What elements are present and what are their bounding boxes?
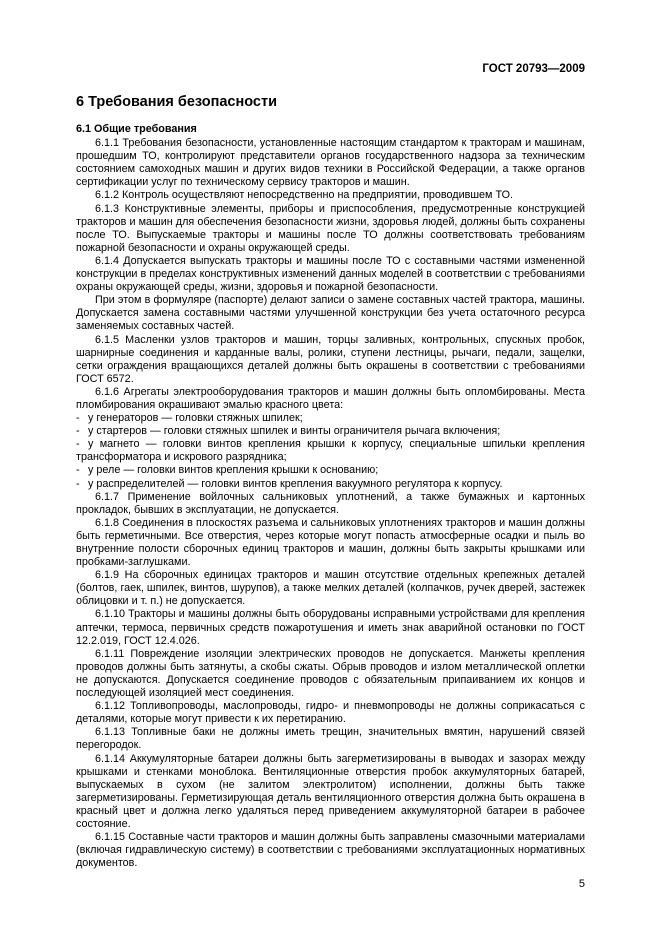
list-item-text: у магнето — головки винтов крепления крышки к корпусу, специальные шпильки крепления трансформатора и искрового разрядника;: [76, 438, 585, 464]
list-item-text: у распределителей — головки винтов крепления вакуумного регулятора к корпусу.: [88, 477, 503, 490]
paragraph-6-1-14: 6.1.14 Аккумуляторные батареи должны быть загерметизированы в выводах и зазорах между крышками и стенками моноблока. Вентиляционные отверстия пробок аккумуляторных батарей, выпускаемых в сухом (не залитом электролитом) исполнении, должны быть также загерметизированы. Герметизирующая деталь вентиляционного отверстия должна быть окрашена в красный цвет и должна легко удаляться перед приведением аккумуляторной батареи в рабочее состояние.: [76, 752, 585, 830]
list-item: [76, 464, 585, 477]
list-marker: -: [76, 464, 80, 477]
page-number: 5: [578, 878, 585, 890]
paragraph-6-1-15: 6.1.15 Составные части тракторов и машин должны быть заправлены смазочными материалами (включая гидравлическую систему) в соответствии с требованиями эксплуатационных нормативных документов.: [76, 831, 585, 870]
list-marker: -: [76, 477, 80, 490]
list-item-text: у реле — головки винтов крепления крышки к основанию;: [88, 464, 379, 477]
paragraph-6-1-4: 6.1.4 Допускается выпускать тракторы и машины после ТО с составными частями измененной конструкции в пределах конструктивных изменений данных моделей в соответствии с требованиями охраны окружающей среды, жизни, здоровья и пожарной безопасности.: [76, 254, 585, 294]
list-item: [76, 412, 585, 425]
document-code: ГОСТ 20793—2009: [482, 63, 585, 75]
paragraph-6-1-5: 6.1.5 Масленки узлов тракторов и машин, торцы заливных, контрольных, спускных пробок, шарнирные соединения и карданные валы, ролики, ступени лестницы, рычаги, педали, защелки, сетки ограждения вращающихся деталей должны быть окрашены в соответствии с требованиями ГОСТ 6572.: [76, 333, 585, 385]
subsection-title: 6.1 Общие требования: [76, 123, 197, 135]
paragraph-6-1-13: 6.1.13 Топливные баки не должны иметь трещин, значительных вмятин, нарушений связей перегородок.: [76, 726, 585, 752]
list-item: [76, 425, 585, 438]
paragraph-6-1-10: 6.1.10 Тракторы и машины должны быть оборудованы исправными устройствами для крепления аптечки, термоса, первичных средств пожаротушения и иметь знак аварийной остановки по ГОСТ 12.2.019, ГОСТ 12.4.026.: [76, 608, 585, 647]
paragraph-6-1-11: 6.1.11 Повреждение изоляции электрических проводов не допускается. Манжеты крепления проводов должны быть затянуты, а скобы сжаты. Обрыв проводов и излом металлической оплетки не допускаются. Допускается соединение проводов с обязательным припаиванием их концов и последующей изоляцией мест соединения.: [76, 647, 585, 700]
paragraph-6-1-2: 6.1.2 Контроль осуществляют непосредственно на предприятии, проводившем ТО.: [95, 189, 513, 202]
list-marker: -: [76, 438, 80, 451]
list-item-text: у стартеров — головки стяжных шпилек и винты ограничителя рычага включения;: [88, 425, 501, 438]
paragraph-6-1-12: 6.1.12 Топливопроводы, маслопроводы, гидро- и пневмопроводы не должны соприкасаться с деталями, которые могут привести к их перетиранию.: [76, 700, 585, 726]
list-item: [76, 478, 585, 491]
list-marker: -: [76, 412, 80, 425]
document-body: [76, 123, 585, 870]
paragraph-6-1-3: 6.1.3 Конструктивные элементы, приборы и приспособления, предусмотренные конструкцией тракторов и машин для обеспечения безопасности жизни, здоровья людей, должны быть сохранены после ТО. Выпускаемые тракторы и машины после ТО должны соответствовать требованиям пожарной безопасности и охраны окружающей среды.: [76, 202, 585, 254]
paragraph-6-1-6: 6.1.6 Агрегаты электрооборудования тракторов и машин должны быть опломбированы. Места пломбирования окрашивают эмалью красного цвета:: [76, 385, 585, 411]
list-marker: -: [76, 425, 80, 438]
list-item-text: у генераторов — головки стяжных шпилек;: [88, 412, 303, 425]
paragraph-6-1-7: 6.1.7 Применение войлочных сальниковых уплотнений, а также бумажных и картонных прокладок, бывших в эксплуатации, не допускается.: [76, 490, 585, 516]
section-title: 6 Требования безопасности: [76, 94, 278, 110]
list-item: [76, 438, 585, 464]
paragraph-6-1-8: 6.1.8 Соединения в плоскостях разъема и сальниковых уплотнениях тракторов и машин должны быть герметичными. Все отверстия, через которые могут попасть атмосферные осадки и пыль во внутренние полости сборочных единиц тракторов и машин, должны быть закрыты крышками или пробками-заглушками.: [76, 516, 585, 569]
paragraph-6-1-4-note: При этом в формуляре (паспорте) делают записи о замене составных частей трактора, машины. Допускается замена составными частями улучшенной конструкции без учета остаточного ресурса заменяемых составных частей.: [76, 294, 585, 333]
paragraph-6-1-9: 6.1.9 На сборочных единицах тракторов и машин отсутствие отдельных крепежных деталей (болтов, гаек, шпилек, винтов, шурупов), а также мелких деталей (колпачков, ручек дверей, застежек облицовки и т. п.) не допускается.: [76, 569, 585, 608]
paragraph-6-1-1: 6.1.1 Требования безопасности, установленные настоящим стандартом к тракторам и машинам, прошедшим ТО, контролируют представители органов государственного надзора за техническим состоянием самоходных машин и других видов техники в Российской Федерации, а также органов сертификации услуг по техническому сервису тракторов и машин.: [76, 137, 585, 189]
